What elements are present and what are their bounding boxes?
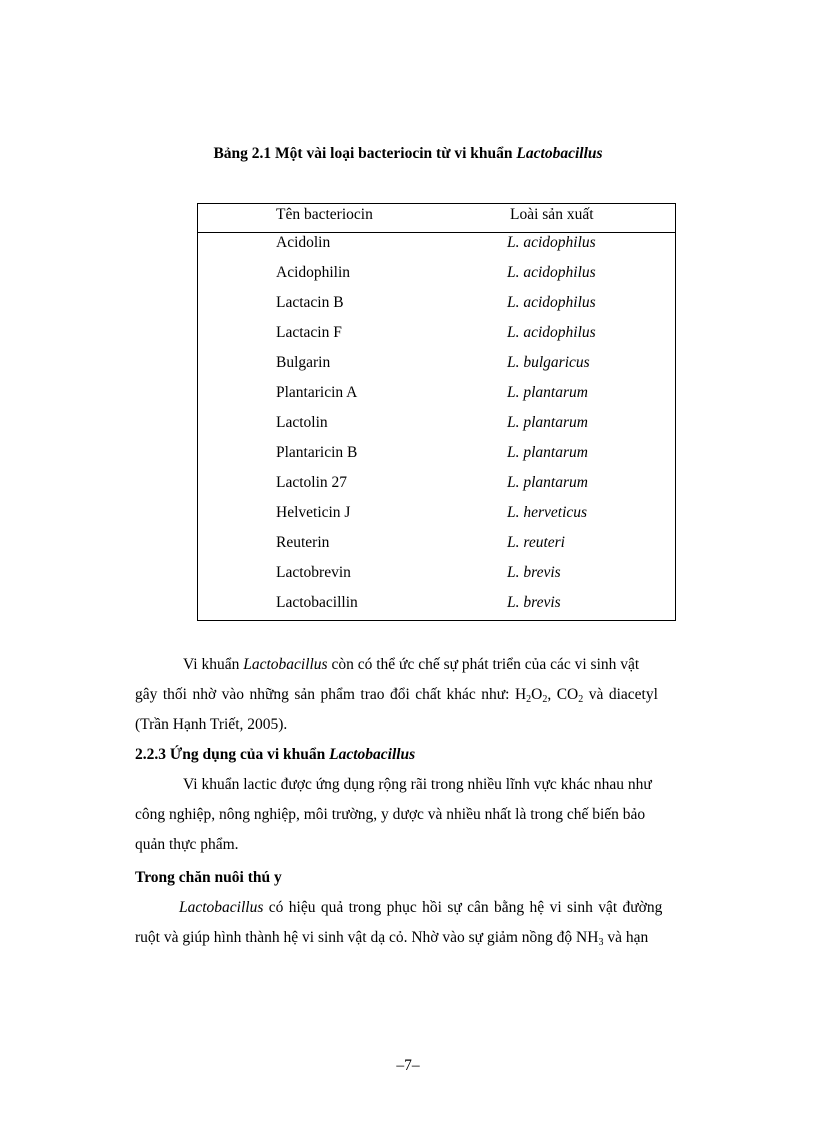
species-cell: L. brevis bbox=[507, 564, 561, 581]
section-heading-2-2-3 bbox=[135, 746, 415, 764]
species-cell: L. reuteri bbox=[507, 534, 565, 551]
para1-line3: (Trần Hạnh Triết, 2005). bbox=[135, 716, 288, 733]
species-cell: L. acidophilus bbox=[507, 324, 596, 341]
species-cell: L. plantarum bbox=[507, 384, 588, 401]
para2-line2: công nghiệp, nông nghiệp, môi trường, y dược và nhiều nhất là trong chế biến bảo bbox=[135, 806, 646, 823]
para1-line2 bbox=[135, 686, 740, 705]
para1-text-a: Vi khuẩn bbox=[183, 656, 240, 673]
table-row bbox=[198, 264, 675, 294]
para3-line1-text: có hiệu quả trong phục hồi sự cân bằng hệ vi sinh vật đường bbox=[268, 899, 663, 916]
para2-line3: quản thực phẩm. bbox=[135, 836, 239, 853]
table-row bbox=[198, 384, 675, 414]
para3-line2b: và hạn bbox=[607, 929, 649, 946]
para1-line2c: , CO bbox=[547, 686, 579, 703]
table-row bbox=[198, 234, 675, 264]
table-row bbox=[198, 594, 675, 624]
para3-line2 bbox=[135, 929, 740, 948]
para1-line2d: và diacetyl bbox=[588, 686, 658, 703]
bacteriocin-name-cell: Lactolin 27 bbox=[276, 474, 348, 491]
table-row bbox=[198, 444, 675, 474]
species-cell: L. plantarum bbox=[507, 414, 588, 431]
table-row bbox=[198, 354, 675, 384]
caption-prefix: Bảng 2.1 Một vài loại bacteriocin từ vi khuẩn bbox=[213, 145, 513, 162]
heading1-prefix: 2.2.3 Ứng dụng của vi khuẩn bbox=[135, 746, 326, 763]
bacteriocin-name-cell: Lactacin F bbox=[276, 324, 342, 341]
table-row bbox=[198, 504, 675, 534]
bacteriocin-name-cell: Acidophilin bbox=[276, 264, 351, 281]
sub-co2: 2 bbox=[578, 694, 584, 705]
para3-line2a: ruột và giúp hình thành hệ vi sinh vật dạ cỏ. Nhờ vào sự giảm nồng độ NH bbox=[135, 929, 599, 946]
bacteriocin-name-cell: Bulgarin bbox=[276, 354, 331, 371]
heading1-genus: Lactobacillus bbox=[329, 746, 416, 763]
bacteriocin-name-cell: Lactolin bbox=[276, 414, 328, 431]
species-cell: L. acidophilus bbox=[507, 264, 596, 281]
para1-line2b: O bbox=[531, 686, 543, 703]
para1-line1 bbox=[135, 656, 740, 674]
para1-line2a: gây thối nhờ vào những sản phẩm trao đổi chất khác như: H bbox=[135, 686, 527, 703]
bacteriocin-name-cell: Reuterin bbox=[276, 534, 330, 551]
table-row bbox=[198, 564, 675, 594]
sub-h2: 2 bbox=[526, 694, 532, 705]
bacteriocin-table bbox=[197, 203, 676, 621]
table-row bbox=[198, 294, 675, 324]
species-cell: L. acidophilus bbox=[507, 294, 596, 311]
para2-line1: Vi khuẩn lactic được ứng dụng rộng rãi trong nhiều lĩnh vực khác nhau như bbox=[183, 776, 652, 793]
table-row bbox=[198, 324, 675, 354]
species-cell: L. bulgaricus bbox=[507, 354, 590, 371]
table-caption bbox=[0, 145, 816, 163]
page-number: –7– bbox=[396, 1057, 420, 1074]
table-row bbox=[198, 474, 675, 504]
bacteriocin-name-cell: Lactobrevin bbox=[276, 564, 351, 581]
para3-genus: Lactobacillus bbox=[179, 899, 264, 916]
para3-line1 bbox=[135, 899, 740, 917]
para1-text-c: còn có thể ức chế sự phát triển của các vi sinh vật bbox=[331, 656, 640, 673]
species-cell: L. plantarum bbox=[507, 474, 588, 491]
header-bacteriocin-name: Tên bacteriocin bbox=[276, 206, 373, 223]
bacteriocin-name-cell: Plantaricin B bbox=[276, 444, 358, 461]
table-row bbox=[198, 534, 675, 564]
species-cell: L. plantarum bbox=[507, 444, 588, 461]
bacteriocin-name-cell: Plantaricin A bbox=[276, 384, 358, 401]
header-producing-species: Loài sản xuất bbox=[510, 206, 594, 223]
section-heading-animal-husbandry: Trong chăn nuôi thú y bbox=[135, 869, 282, 886]
bacteriocin-name-cell: Acidolin bbox=[276, 234, 331, 251]
bacteriocin-name-cell: Helveticin J bbox=[276, 504, 351, 521]
bacteriocin-name-cell: Lactacin B bbox=[276, 294, 344, 311]
caption-genus: Lactobacillus bbox=[516, 145, 603, 162]
species-cell: L. brevis bbox=[507, 594, 561, 611]
table-row bbox=[198, 414, 675, 444]
sub-nh3: 3 bbox=[598, 937, 604, 948]
bacteriocin-name-cell: Lactobacillin bbox=[276, 594, 358, 611]
sub-o2: 2 bbox=[542, 694, 548, 705]
para1-genus: Lactobacillus bbox=[243, 656, 328, 673]
species-cell: L. herveticus bbox=[507, 504, 588, 521]
table-header-row bbox=[198, 204, 675, 233]
species-cell: L. acidophilus bbox=[507, 234, 596, 251]
